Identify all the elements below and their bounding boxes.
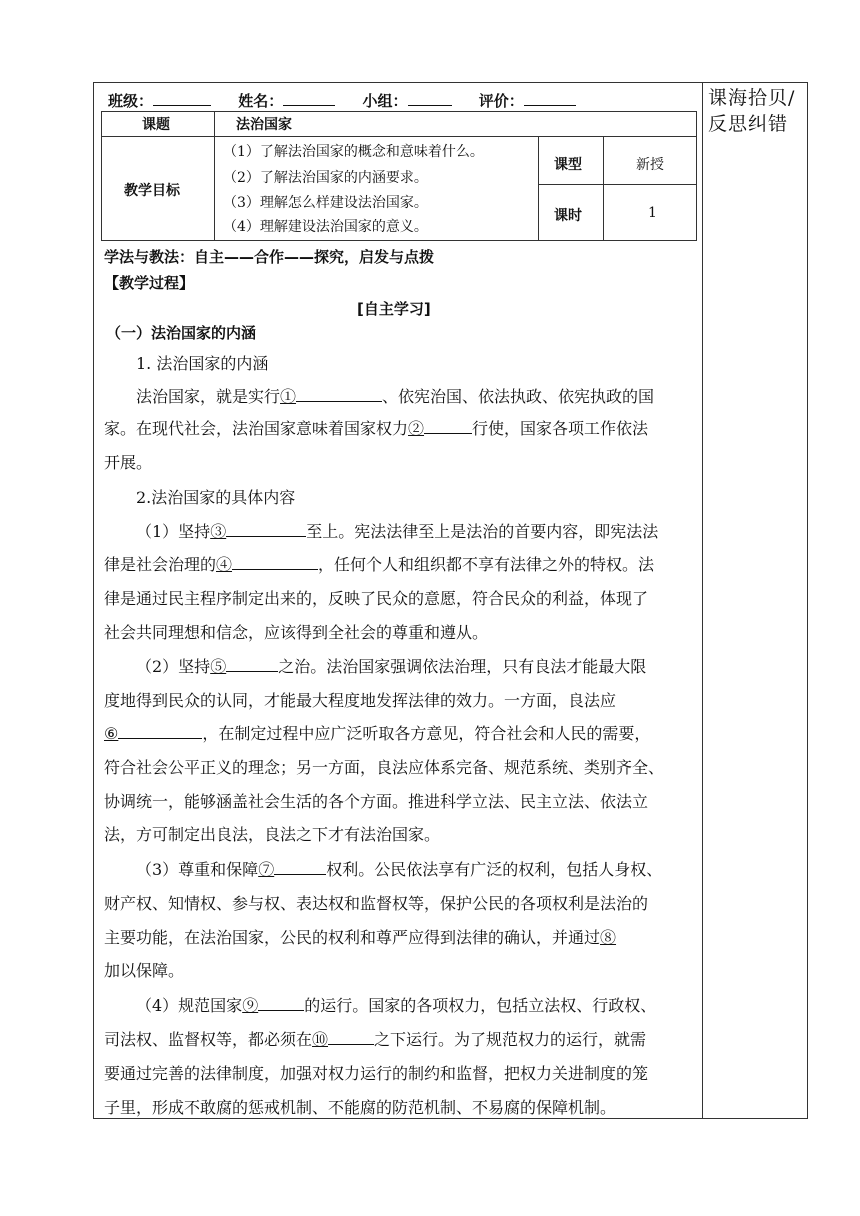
paragraph-line: 协调统一，能够涵盖社会生活的各个方面。推进科学立法、民主立法、依法立 <box>104 792 649 811</box>
fill-blank[interactable] <box>118 722 202 739</box>
item-title: 1. 法治国家的内涵 <box>136 354 269 373</box>
paragraph-line: 子里，形成不敢腐的惩戒机制、不能腐的防范机制、不易腐的保障机制。 <box>104 1098 617 1117</box>
goal-item: （4）理解建设法治国家的意义。 <box>223 219 428 235</box>
blank-number: ③ <box>210 522 227 541</box>
paragraph-line <box>136 654 646 677</box>
group-blank[interactable] <box>408 91 452 106</box>
paragraph-line: 财产权、知情权、参与权、表达权和监督权等，保护公民的各项权利是法治的 <box>104 894 649 913</box>
paragraph-line <box>136 384 654 407</box>
lesson-type-value: 新授 <box>636 157 664 173</box>
paragraph-line: 符合社会公平正义的理念；另一方面，良法应体系完备、规范系统、类别齐全、 <box>104 758 665 777</box>
paragraph-line: 社会共同理想和信念，应该得到全社会的尊重和遵从。 <box>104 623 489 642</box>
text: 、依宪治国、依法执政、依宪执政的国 <box>382 387 655 406</box>
lesson-type-label: 课型 <box>554 157 582 173</box>
blank-number: ⑥ <box>104 724 119 743</box>
section-title: （一）法治国家的内涵 <box>106 324 257 342</box>
blank-number: ⑩ <box>312 1030 329 1049</box>
paragraph-line: 度地得到民众的认同，才能最大程度地发挥法律的效力。一方面，良法应 <box>104 691 617 710</box>
text: 之下运行。为了规范权力的运行，就需 <box>374 1030 647 1049</box>
text: 行使，国家各项工作依法 <box>472 419 649 438</box>
fill-blank[interactable] <box>232 553 318 570</box>
methods-line: 学法与教法：自主——合作——探究，启发与点拨 <box>104 248 435 266</box>
name-label: 姓名： <box>238 92 284 110</box>
item-title: 2.法治国家的具体内容 <box>136 488 296 507</box>
paragraph-line <box>136 519 658 542</box>
text: 律是社会治理的 <box>104 555 217 574</box>
blank-number: ② <box>408 419 425 438</box>
text: 的运行。国家的各项权力，包括立法权、行政权、 <box>304 996 657 1015</box>
paragraph-line: 开展。 <box>104 453 153 472</box>
text: 至上。宪法法律至上是法治的首要内容，即宪法法 <box>306 522 659 541</box>
margin-divider <box>702 82 703 1119</box>
paragraph-line <box>136 993 656 1016</box>
text: 家。在现代社会，法治国家意味着国家权力 <box>104 419 409 438</box>
text: ，在制定过程中应广泛听取各方意见，符合社会和人民的需要， <box>202 724 651 743</box>
col-divider <box>538 136 539 241</box>
text: ，任何个人和组织都不享有法律之外的特权。法 <box>318 555 655 574</box>
paragraph-line <box>104 552 654 575</box>
fill-blank[interactable] <box>258 994 304 1011</box>
hours-label: 课时 <box>554 208 582 224</box>
blank-number: ④ <box>216 555 233 574</box>
goals-label: 教学目标 <box>124 183 180 199</box>
text: 权利。公民依法享有广泛的权利，包括人身权、 <box>326 860 663 879</box>
paragraph-line: 加以保障。 <box>104 961 185 980</box>
fill-blank[interactable] <box>274 858 326 875</box>
topic-value: 法治国家 <box>236 117 292 133</box>
col-divider <box>603 136 604 241</box>
paragraph-line <box>136 857 662 880</box>
self-study-title: [自主学习] <box>357 300 431 318</box>
fill-blank[interactable] <box>226 655 278 672</box>
text: （4）规范国家 <box>136 996 243 1015</box>
class-label: 班级： <box>108 92 154 110</box>
goal-item: （3）理解怎么样建设法治国家。 <box>223 195 428 211</box>
eval-label: 评价： <box>478 92 524 110</box>
blank-number: ① <box>280 387 297 406</box>
paragraph-line: 法，方可制定出良法，良法之下才有法治国家。 <box>104 825 441 844</box>
name-blank[interactable] <box>283 91 335 106</box>
blank-number: ⑨ <box>242 996 259 1015</box>
paragraph-line <box>104 925 616 948</box>
text: 之治。法治国家强调依法治理，只有良法才能最大限 <box>278 657 647 676</box>
topic-label: 课题 <box>142 117 170 133</box>
goal-item: （2）了解法治国家的内涵要求。 <box>223 170 428 186</box>
process-title: 【教学过程】 <box>104 274 195 292</box>
text: （3）尊重和保障 <box>136 860 259 879</box>
fill-blank[interactable] <box>328 1028 374 1045</box>
blank-number: ⑤ <box>210 657 227 676</box>
text: （1）坚持 <box>136 522 211 541</box>
blank-number: ⑧ <box>600 928 617 947</box>
eval-blank[interactable] <box>524 91 576 106</box>
paragraph-line: 律是通过民主程序制定出来的，反映了民众的意愿，符合民众的利益，体现了 <box>104 589 649 608</box>
fill-blank[interactable] <box>296 385 382 402</box>
fill-blank[interactable] <box>226 520 306 537</box>
side-note-reflection: 课海拾贝/反思纠错 <box>708 87 796 135</box>
hours-value: 1 <box>648 205 657 221</box>
text: （2）坚持 <box>136 657 211 676</box>
class-blank[interactable] <box>153 91 211 106</box>
group-label: 小组： <box>362 92 408 110</box>
text: 司法权、监督权等，都必须在 <box>104 1030 313 1049</box>
student-info-header <box>108 90 598 111</box>
col-divider <box>214 112 215 241</box>
text: 主要功能，在法治国家，公民的权利和尊严应得到法律的确认，并通过 <box>104 928 601 947</box>
paragraph-line <box>104 1027 646 1050</box>
paragraph-line <box>104 416 648 439</box>
paragraph-line: 要通过完善的法律制度，加强对权力运行的制约和监督，把权力关进制度的笼 <box>104 1064 649 1083</box>
row-divider <box>102 136 696 137</box>
row-divider <box>538 184 696 185</box>
paragraph-line <box>104 721 650 744</box>
blank-number: ⑦ <box>258 860 275 879</box>
fill-blank[interactable] <box>424 417 472 434</box>
text: 法治国家，就是实行 <box>136 387 281 406</box>
goal-item: （1）了解法治国家的概念和意味着什么。 <box>223 144 484 160</box>
